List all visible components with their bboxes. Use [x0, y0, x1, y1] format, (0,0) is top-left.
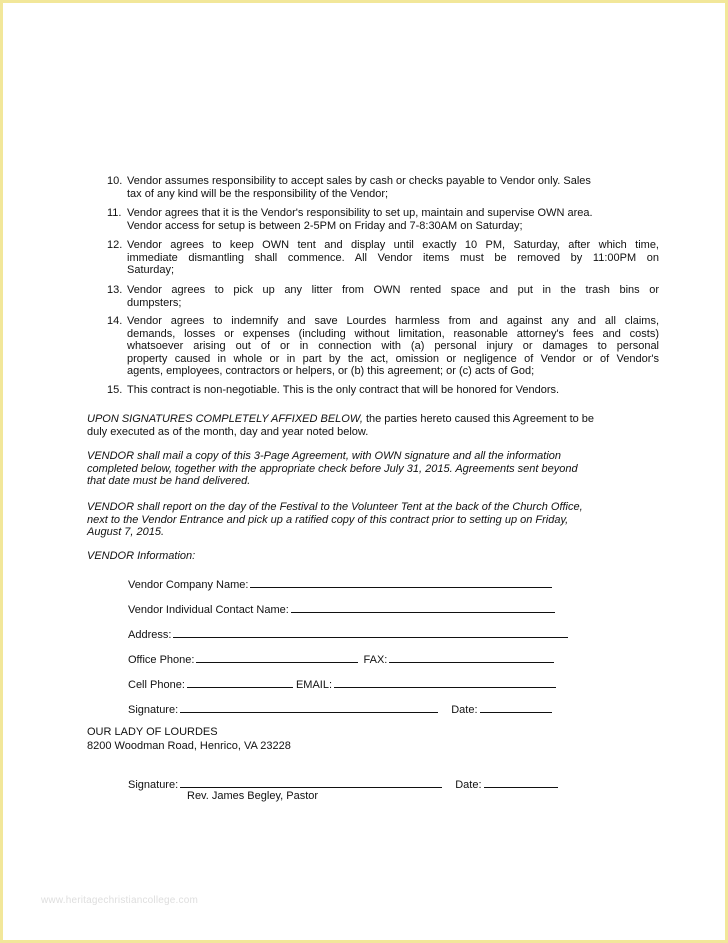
- term-text: Vendor agrees to indemnify and save Lourdes harmless from and against any and all claims,: [127, 315, 659, 327]
- company-name-label: Vendor Company Name:: [128, 579, 249, 591]
- mail-line-1: VENDOR shall mail a copy of this 3-Page Agreement, with OWN signature and all the information: [87, 450, 562, 462]
- document-page: [3, 3, 725, 940]
- fax-label: FAX:: [363, 654, 388, 666]
- term-number: 10.: [107, 175, 123, 187]
- term-number: 13.: [107, 284, 123, 296]
- term-continuation: tax of any kind will be the responsibility of the Vendor;: [127, 187, 389, 200]
- report-line-3: August 7, 2015.: [87, 526, 165, 538]
- office-phone-label: Office Phone:: [128, 654, 195, 666]
- address-label: Address:: [128, 629, 172, 641]
- contact-name-label: Vendor Individual Contact Name:: [128, 604, 289, 616]
- term-continuation: dumpsters;: [127, 296, 182, 309]
- vendor-date-line[interactable]: [480, 701, 552, 713]
- cell-email-row: [128, 676, 556, 692]
- company-name-row: [128, 576, 552, 592]
- vendor-info-heading: VENDOR Information:: [87, 550, 196, 562]
- address-line[interactable]: [173, 626, 568, 638]
- contact-name-line[interactable]: [291, 601, 555, 613]
- term-text: Vendor agrees to keep OWN tent and display until exactly 10 PM, Saturday, after which time,: [127, 239, 659, 251]
- term-number: 15.: [107, 384, 123, 396]
- term-item: [107, 239, 659, 277]
- term-item: [107, 384, 659, 397]
- term-continuation: Saturday;: [127, 264, 175, 276]
- term-text: Vendor agrees that it is the Vendor's responsibility to set up, maintain and supervise OWN area.: [127, 207, 593, 219]
- office-phone-line[interactable]: [196, 651, 358, 663]
- term-text: Vendor assumes responsibility to accept sales by cash or checks payable to Vendor only. Sales: [127, 175, 591, 187]
- term-continuation: Vendor access for setup is between 2-5PM on Friday and 7-8:30AM on Saturday;: [127, 219, 523, 232]
- term-number: 14.: [107, 315, 123, 327]
- signatures-line2: duly executed as of the month, day and year noted below.: [87, 425, 369, 438]
- signatures-italic: UPON SIGNATURES COMPLETELY AFFIXED BELOW,: [87, 413, 363, 425]
- mail-paragraph: [87, 450, 667, 488]
- vendor-signature-row: [128, 701, 552, 717]
- term-continuation: immediate dismantling shall commence. All Vendor items must be removed by 11:00PM on: [127, 251, 659, 264]
- watermark: www.heritagechristiancollege.com: [41, 895, 199, 906]
- mail-line-2: completed below, together with the appropriate check before July 31, 2015. Agreements sent beyond: [87, 462, 578, 475]
- report-line-2: next to the Vendor Entrance and pick up a ratified copy of this contract prior to setting up on Friday,: [87, 513, 569, 526]
- vendor-date-label: Date:: [451, 704, 478, 716]
- term-continuation: property caused in whole or in part by the act, omission or negligence of Vendor or of Vendor's: [127, 352, 659, 365]
- term-continuation: whatsoever arising out of or in connection with (a) personal injury or damages to personal: [127, 340, 659, 352]
- pastor-date-label: Date:: [455, 779, 482, 791]
- mail-line-3: that date must be hand delivered.: [87, 475, 251, 487]
- vendor-signature-line[interactable]: [180, 701, 438, 713]
- signatures-rest: the parties hereto caused this Agreement to be: [362, 413, 595, 425]
- contact-name-row: [128, 601, 555, 617]
- vendor-signature-label: Signature:: [128, 704, 179, 716]
- report-line-1: VENDOR shall report on the day of the Festival to the Volunteer Tent at the back of the Church Office,: [87, 501, 583, 513]
- term-number: 12.: [107, 239, 123, 251]
- company-name-line[interactable]: [250, 576, 552, 588]
- phone-fax-row: [128, 651, 554, 667]
- term-item: [107, 284, 659, 309]
- term-text: This contract is non-negotiable. This is the only contract that will be honored for Vendors.: [127, 384, 560, 396]
- email-line[interactable]: [334, 676, 556, 688]
- term-item: [107, 315, 659, 378]
- pastor-date-line[interactable]: [484, 776, 558, 788]
- term-item: [107, 175, 659, 200]
- church-address: 8200 Woodman Road, Henrico, VA 23228: [87, 740, 291, 752]
- term-continuation: agents, employees, contractors or helpers, or (b) this agreement; or (c) acts of God;: [127, 365, 535, 377]
- signatures-paragraph: [87, 413, 667, 438]
- fax-line[interactable]: [389, 651, 554, 663]
- pastor-name: Rev. James Begley, Pastor: [187, 790, 319, 802]
- term-text: Vendor agrees to pick up any litter from OWN rented space and put in the trash bins or: [127, 284, 659, 296]
- report-paragraph: [87, 501, 667, 539]
- pastor-signature-line[interactable]: [180, 776, 442, 788]
- church-name: OUR LADY OF LOURDES: [87, 726, 218, 738]
- cell-phone-label: Cell Phone:: [128, 679, 185, 691]
- term-continuation: demands, losses or expenses (including without limitation, reasonable attorney's fees and costs): [127, 327, 659, 340]
- email-label: EMAIL:: [295, 679, 333, 691]
- term-item: [107, 207, 659, 232]
- cell-phone-line[interactable]: [187, 676, 293, 688]
- term-number: 11.: [107, 207, 122, 219]
- address-row: [128, 626, 568, 642]
- pastor-signature-label: Signature:: [128, 779, 179, 791]
